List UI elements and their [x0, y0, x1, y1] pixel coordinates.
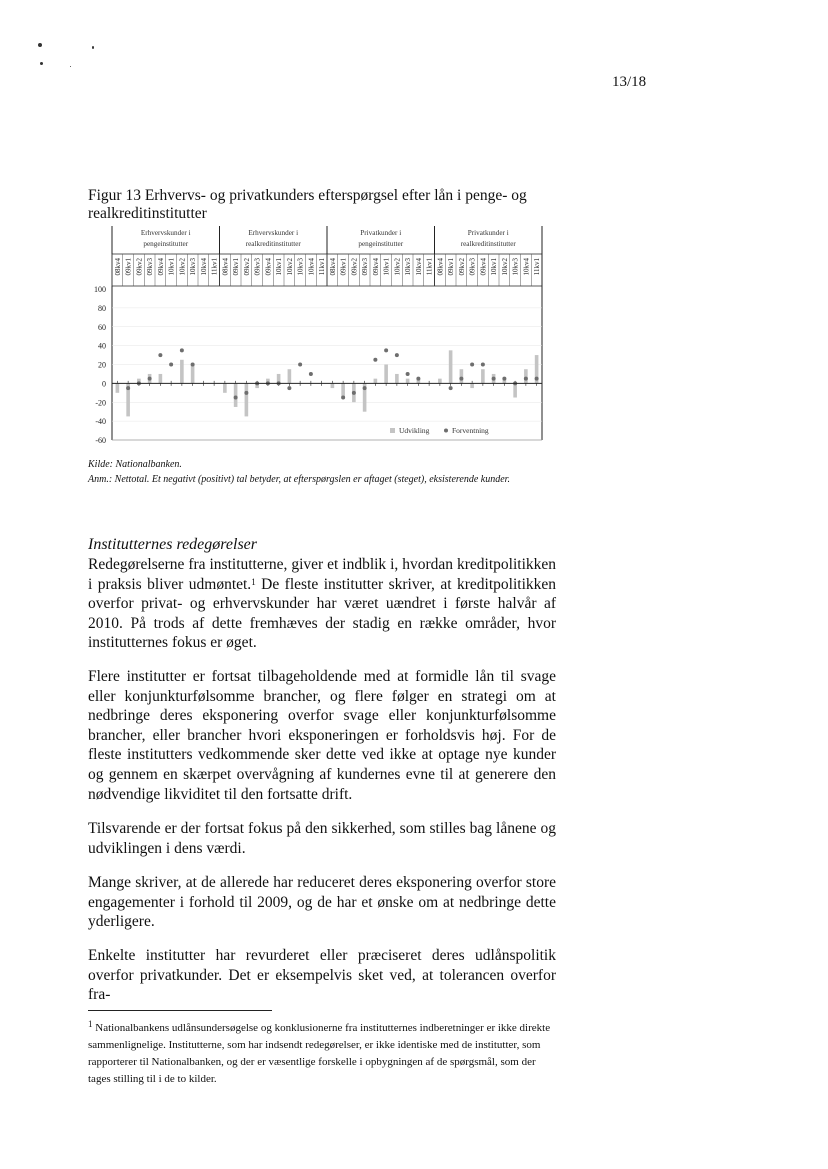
- y-tick-label: 40: [98, 341, 106, 351]
- quarter-tick-label: 09kv4: [479, 258, 488, 276]
- quarter-tick-label: 09kv4: [156, 258, 165, 276]
- footnote: [88, 1020, 558, 1088]
- dot-forventning: [406, 372, 410, 376]
- quarter-tick-label: 08kv4: [436, 258, 445, 276]
- bar-udvikling: [438, 379, 442, 384]
- dot-forventning: [341, 396, 345, 400]
- quarter-tick-label: 09kv2: [135, 258, 144, 276]
- quarter-tick-label: 10kv3: [189, 258, 198, 276]
- y-tick-label: -40: [95, 417, 106, 427]
- dot-forventning: [244, 391, 248, 395]
- bar-udvikling: [341, 383, 345, 397]
- quarter-tick-label: 10kv2: [285, 258, 294, 276]
- paragraph-3: Tilsvarende er der fortsat fokus på den sikkerhed, som stilles bag lånene og udviklingen i dens værdi.: [88, 820, 556, 857]
- bar-udvikling: [406, 379, 410, 384]
- bar-udvikling: [524, 369, 528, 383]
- bar-udvikling: [374, 379, 378, 384]
- footnote-rule: [88, 1010, 272, 1011]
- quarter-tick-label: 10kv1: [382, 258, 391, 276]
- paragraph-1-part-a: Redegørelserne fra institutterne, giver et indblik i, hvordan kreditpolitikken i praksis bliver udmøntet.: [88, 556, 556, 593]
- dot-forventning: [363, 386, 367, 390]
- quarter-tick-label: 11kv1: [210, 258, 219, 276]
- group-label-line1: Erhvervskunder i: [248, 229, 299, 237]
- quarter-tick-label: 09kv3: [468, 258, 477, 276]
- dot-forventning: [309, 372, 313, 376]
- quarter-tick-label: 09kv1: [232, 258, 241, 276]
- group-label-line1: Erhvervskunder i: [140, 229, 191, 237]
- y-tick-label: -60: [95, 436, 106, 445]
- dot-forventning: [535, 377, 539, 381]
- quarter-tick-label: 10kv4: [414, 258, 423, 276]
- quarter-tick-label: 10kv1: [167, 258, 176, 276]
- group-label-line1: Privatkunder i: [467, 229, 509, 237]
- dot-forventning: [287, 386, 291, 390]
- dot-forventning: [395, 353, 399, 357]
- quarter-tick-label: 09kv3: [146, 258, 155, 276]
- bar-udvikling: [223, 383, 227, 392]
- dot-forventning: [384, 348, 388, 352]
- quarter-tick-label: 10kv3: [404, 258, 413, 276]
- y-tick-label: 20: [98, 360, 106, 370]
- bar-udvikling: [513, 383, 517, 397]
- quarter-tick-label: 10kv4: [522, 258, 531, 276]
- figure-chart: [80, 226, 550, 453]
- bar-udvikling: [449, 350, 453, 383]
- quarter-tick-label: 08kv4: [328, 258, 337, 276]
- legend-label-forventning: Forventning: [452, 426, 489, 435]
- legend-label-udvikling: Udvikling: [399, 426, 430, 435]
- footnote-text: Nationalbankens udlånsundersøgelse og konklusionerne fra institutternes indberetninger er ikke direkte sammenlignelige. Institutterne, som har indsendt redegørelser, er ikke identiske med de institutter, som rapporterer til Nationalbanken, og der er væsentlige forskelle i opbygningen af de spørgsmål, som der tages stilling til i de to kilder.: [88, 1022, 551, 1085]
- bar-udvikling: [116, 383, 120, 392]
- dot-forventning: [481, 363, 485, 367]
- quarter-tick-label: 10kv1: [275, 258, 284, 276]
- group-label-line1: Privatkunder i: [360, 229, 402, 237]
- quarter-tick-label: 09kv2: [457, 258, 466, 276]
- quarter-tick-label: 09kv1: [124, 258, 133, 276]
- quarter-tick-label: 11kv1: [318, 258, 327, 276]
- dot-forventning: [180, 348, 184, 352]
- quarter-tick-label: 10kv4: [199, 258, 208, 276]
- dot-forventning: [524, 377, 528, 381]
- legend-swatch-udvikling: [390, 428, 395, 433]
- figure-note: Anm.: Nettotal. Et negativt (positivt) tal betyder, at efterspørgslen er aftaget (steget), eksisterende kunder.: [88, 474, 510, 485]
- quarter-tick-label: 09kv2: [350, 258, 359, 276]
- bar-udvikling: [460, 369, 464, 383]
- quarter-tick-label: 10kv3: [511, 258, 520, 276]
- quarter-tick-label: 10kv3: [296, 258, 305, 276]
- quarter-tick-label: 10kv1: [490, 258, 499, 276]
- y-tick-label: 60: [98, 322, 106, 332]
- y-tick-label: 80: [98, 303, 106, 313]
- dot-forventning: [169, 363, 173, 367]
- quarter-tick-label: 09kv2: [242, 258, 251, 276]
- bar-udvikling: [395, 374, 399, 383]
- bar-udvikling: [331, 383, 335, 388]
- y-tick-label: 0: [102, 379, 106, 389]
- dot-forventning: [459, 377, 463, 381]
- bar-udvikling: [191, 365, 195, 384]
- quarter-tick-label: 09kv3: [253, 258, 262, 276]
- quarter-tick-label: 10kv2: [393, 258, 402, 276]
- bar-udvikling: [180, 360, 184, 384]
- quarter-tick-label: 09kv1: [339, 258, 348, 276]
- bar-udvikling: [384, 365, 388, 384]
- group-label-line2: realkreditinstitutter: [245, 240, 301, 248]
- group-label-line2: pengeinstitutter: [358, 240, 404, 248]
- quarter-tick-label: 10kv4: [307, 258, 316, 276]
- dot-forventning: [148, 377, 152, 381]
- paragraph-2: Flere institutter er fortsat tilbageholdende med at formidle lån til svage eller konjunkturfølsomme brancher, og flere følger en strategi om at nedbringe deres eksponering overfor svage eller konjunkturfølsomme brancher, eller brancher hvori eksponeringen er forholdsvis høj. For de fleste institutters vedkommende sker dette ved ikke at optage nye kunder og gennem en skærpet overvågning af kundernes evne til at generere den nødvendige likviditet til den fortsatte drift.: [88, 668, 556, 803]
- quarter-tick-label: 10kv2: [178, 258, 187, 276]
- legend-swatch-forventning: [444, 429, 448, 433]
- dot-forventning: [352, 391, 356, 395]
- paragraph-1-part-b: De fleste institutter skriver, at kreditpolitikken overfor privat- og erhvervskunder har været uændret i første halvår af 2010. På trods af dette fremhæves der stadig en række områder, hvor institutternes fokus er øget.: [88, 575, 556, 652]
- dot-forventning: [126, 386, 130, 390]
- dot-forventning: [158, 353, 162, 357]
- quarter-tick-label: 08kv4: [221, 258, 230, 276]
- dot-forventning: [492, 377, 496, 381]
- dot-forventning: [298, 363, 302, 367]
- figure-caption: Figur 13 Erhvervs- og privatkunders efterspørgsel efter lån i penge- og realkreditinstitutter: [88, 187, 527, 222]
- page-number: 13/18: [612, 74, 647, 90]
- footnote-marker: 1: [88, 1019, 93, 1029]
- footnote-ref: 1: [251, 576, 256, 587]
- quarter-tick-label: 09kv4: [371, 258, 380, 276]
- bar-udvikling: [245, 383, 249, 416]
- dot-forventning: [234, 396, 238, 400]
- quarter-tick-label: 09kv1: [447, 258, 456, 276]
- bar-udvikling: [470, 383, 474, 388]
- quarter-tick-label: 11kv1: [425, 258, 434, 276]
- dot-forventning: [416, 377, 420, 381]
- bar-udvikling: [288, 369, 292, 383]
- bar-udvikling: [481, 369, 485, 383]
- section-heading: Institutternes redegørelser: [88, 536, 258, 553]
- bar-udvikling: [159, 374, 163, 383]
- quarter-tick-label: 11kv1: [533, 258, 542, 276]
- quarter-tick-label: 09kv4: [264, 258, 273, 276]
- paragraph-4: Mange skriver, at de allerede har reduceret deres eksponering overfor store engagementer i forhold til 2009, og de har et ønske om at nedbringe dette yderligere.: [88, 874, 556, 931]
- paragraph-5: Enkelte institutter har revurderet eller præciseret deres udlånspolitik overfor privatkunder. Det er eksempelvis sket ved, at tolerancen overfor fra-: [88, 947, 556, 1004]
- group-label-line2: realkreditinstitutter: [460, 240, 516, 248]
- dot-forventning: [373, 358, 377, 362]
- quarter-tick-label: 08kv4: [113, 258, 122, 276]
- dot-forventning: [191, 363, 195, 367]
- group-label-line2: pengeinstitutter: [143, 240, 189, 248]
- y-tick-label: -20: [95, 398, 106, 408]
- quarter-tick-label: 09kv3: [361, 258, 370, 276]
- paragraph-1: [88, 555, 556, 653]
- dot-forventning: [449, 386, 453, 390]
- dot-forventning: [502, 377, 506, 381]
- dot-forventning: [470, 363, 474, 367]
- quarter-tick-label: 10kv2: [500, 258, 509, 276]
- y-tick-label: 100: [94, 285, 106, 294]
- chart-svg: [80, 226, 550, 448]
- figure-source: Kilde: Nationalbanken.: [88, 459, 182, 470]
- bar-udvikling: [234, 383, 238, 407]
